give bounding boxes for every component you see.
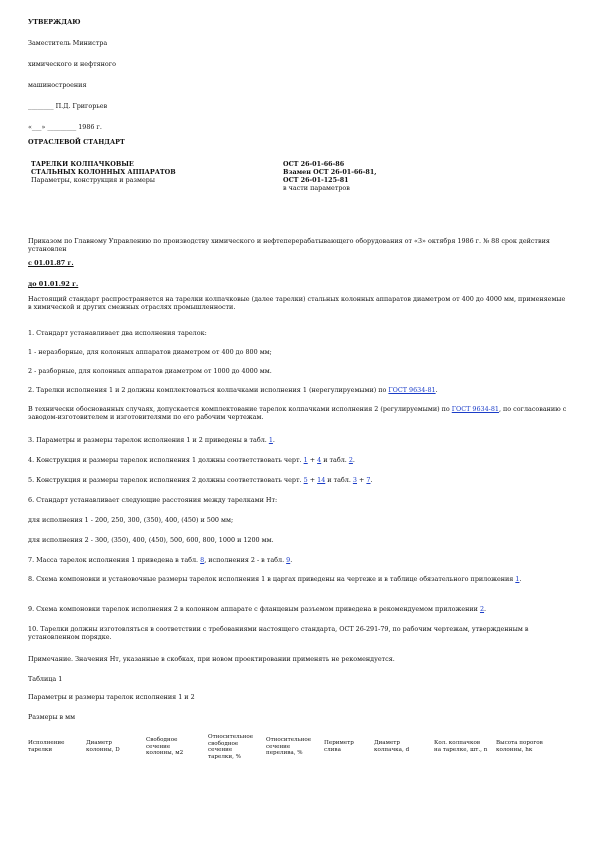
item-7: 7. Масса тарелок исполнения 1 приведена в табл. 8, исполнения 2 - в табл. 9. (28, 556, 293, 564)
appendix-link[interactable]: 2 (479, 605, 485, 613)
title-line: ТАРЕЛКИ КОЛПАЧКОВЫЕ (31, 160, 134, 168)
table-header-cell: Диаметр колонны, D (86, 740, 120, 753)
table-title: Параметры и размеры тарелок исполнения 1 и 2 (28, 693, 195, 701)
approval-line: химического и нефтяного (28, 60, 116, 68)
approval-line: Заместитель Министра (28, 39, 108, 47)
table-units: Размеры в мм (28, 713, 76, 721)
table-header-cell: Высота порогов колонны, hк (496, 740, 543, 753)
table-link[interactable]: 9 (286, 556, 291, 564)
gost-link[interactable]: ГОСТ 9634-81 (451, 405, 499, 413)
table-header-cell: Исполнение тарелки (28, 740, 65, 753)
title-subline: Параметры, конструкция и размеры (31, 176, 155, 184)
standard-label: ОТРАСЛЕВОЙ СТАНДАРТ (28, 138, 125, 146)
item-6-b: для исполнения 2 - 300, (350), 400, (450), 500, 600, 800, 1000 и 1200 мм. (28, 536, 274, 544)
title-line: СТАЛЬНЫХ КОЛОННЫХ АППАРАТОВ (31, 168, 176, 176)
table-link[interactable]: 3 (352, 476, 357, 484)
item-1-b: 2 - разборные, для колонных аппаратов диаметром от 1000 до 4000 мм. (28, 367, 272, 375)
approval-line: машиностроения (28, 81, 87, 89)
item-2-b: В технически обоснованных случаях, допускается комплектование тарелок колпачками исполнения 2 (регулируемыми) по ГОСТ 9634-81, по согласованию с заводом-изготовителем и изготовителями по его рабочим чертежам. (28, 405, 567, 421)
item-6-a: для исполнения 1 - 200, 250, 300, (350), 400, (450) и 500 мм; (28, 516, 234, 524)
replaces-line: Взамен ОСТ 26-01-66-81, (283, 168, 377, 176)
table-link[interactable]: 8 (200, 556, 205, 564)
item-1-a: 1 - неразборные, для колонных аппаратов диаметром от 400 до 800 мм; (28, 348, 272, 356)
item-9: 9. Схема компоновки тарелок исполнения 2 в колонном аппарате с фланцевым разъемом приведена в рекомендуемом приложении 2. (28, 605, 487, 613)
scope-paragraph: Настоящий стандарт распространяется на тарелки колпачковые (далее тарелки) стальных колонных аппаратов диаметром от 400 до 4000 мм, применяемые в химической и других смежных отраслях промышленности. (28, 295, 566, 311)
item-6: 6. Стандарт устанавливает следующие расстояния между тарелками Нт: (28, 496, 278, 504)
drawing-link[interactable]: 14 (317, 476, 326, 484)
table-header-cell: Относительное сечение перелива, % (266, 737, 312, 757)
approval-date: «___» _________ 1986 г. (28, 123, 102, 131)
item-2: 2. Тарелки исполнения 1 и 2 должны комплектоваться колпачками исполнения 1 (нерегулируемыми) по ГОСТ 9634-81. (28, 386, 438, 394)
table-header-cell: Диаметр колпачка, d (374, 740, 410, 753)
title-block-left (31, 160, 271, 184)
note: Примечание. Значения Нт, указанные в скобках, при новом проектировании применять не рекомендуется. (28, 655, 395, 663)
date-from: с 01.01.87 г. (28, 259, 74, 267)
item-8: 8. Схема компоновки и установочные размеры тарелок исполнения 1 в царгах приведены на чертеже и в таблице обязательного приложения 1. (28, 575, 522, 583)
title-block-right (283, 160, 543, 192)
table-link[interactable]: 1 (268, 436, 273, 444)
table-header-cell: Периметр слива (324, 740, 354, 753)
table-link[interactable]: 2 (348, 456, 353, 464)
approval-title: УТВЕРЖДАЮ (28, 18, 81, 26)
table-header-cell: Относительное свободное сечение тарелки, % (208, 734, 254, 760)
table-link[interactable]: 7 (366, 476, 371, 484)
gost-link[interactable]: ГОСТ 9634-81 (388, 386, 436, 394)
drawing-link[interactable]: 5 (303, 476, 308, 484)
item-4: 4. Конструкция и размеры тарелок исполнения 1 должны соответствовать черт. 1 + 4 и табл. 2. (28, 456, 355, 464)
item-10: 10. Тарелки должны изготовляться в соответствии с требованиями настоящего стандарта, ОСТ 26-291-79, по рабочим чертежам, утвержденным в установленном порядке. (28, 625, 529, 641)
drawing-link[interactable]: 1 (303, 456, 308, 464)
approval-signature: ________ П.Д. Григорьев (28, 102, 108, 110)
intro-paragraph: Приказом по Главному Управлению по производству химического и нефтеперерабатывающего оборудования от «3» октября 1986 г. № 88 срок действия установлен (28, 237, 550, 253)
replaces-line: ОСТ 26-01-125-81 (283, 176, 349, 184)
item-3: 3. Параметры и размеры тарелок исполнения 1 и 2 приведены в табл. 1. (28, 436, 275, 444)
drawing-link[interactable]: 4 (317, 456, 322, 464)
table-label: Таблица 1 (28, 675, 63, 683)
table-header-cell: Кол. колпачков на тарелке, шт., n (434, 740, 488, 753)
item-5: 5. Конструкция и размеры тарелок исполнения 2 должны соответствовать черт. 5 + 14 и табл. 3 + 7. (28, 476, 373, 484)
item-1: 1. Стандарт устанавливает два исполнения тарелок: (28, 329, 207, 337)
approval-block (28, 18, 568, 131)
table-header-cell: Свободное сечение колонны, м2 (146, 737, 184, 757)
replaces-note: в части параметров (283, 184, 350, 192)
standard-code: ОСТ 26-01-66-86 (283, 160, 345, 168)
appendix-link[interactable]: 1 (515, 575, 520, 583)
date-to: до 01.01.92 г. (28, 280, 79, 288)
